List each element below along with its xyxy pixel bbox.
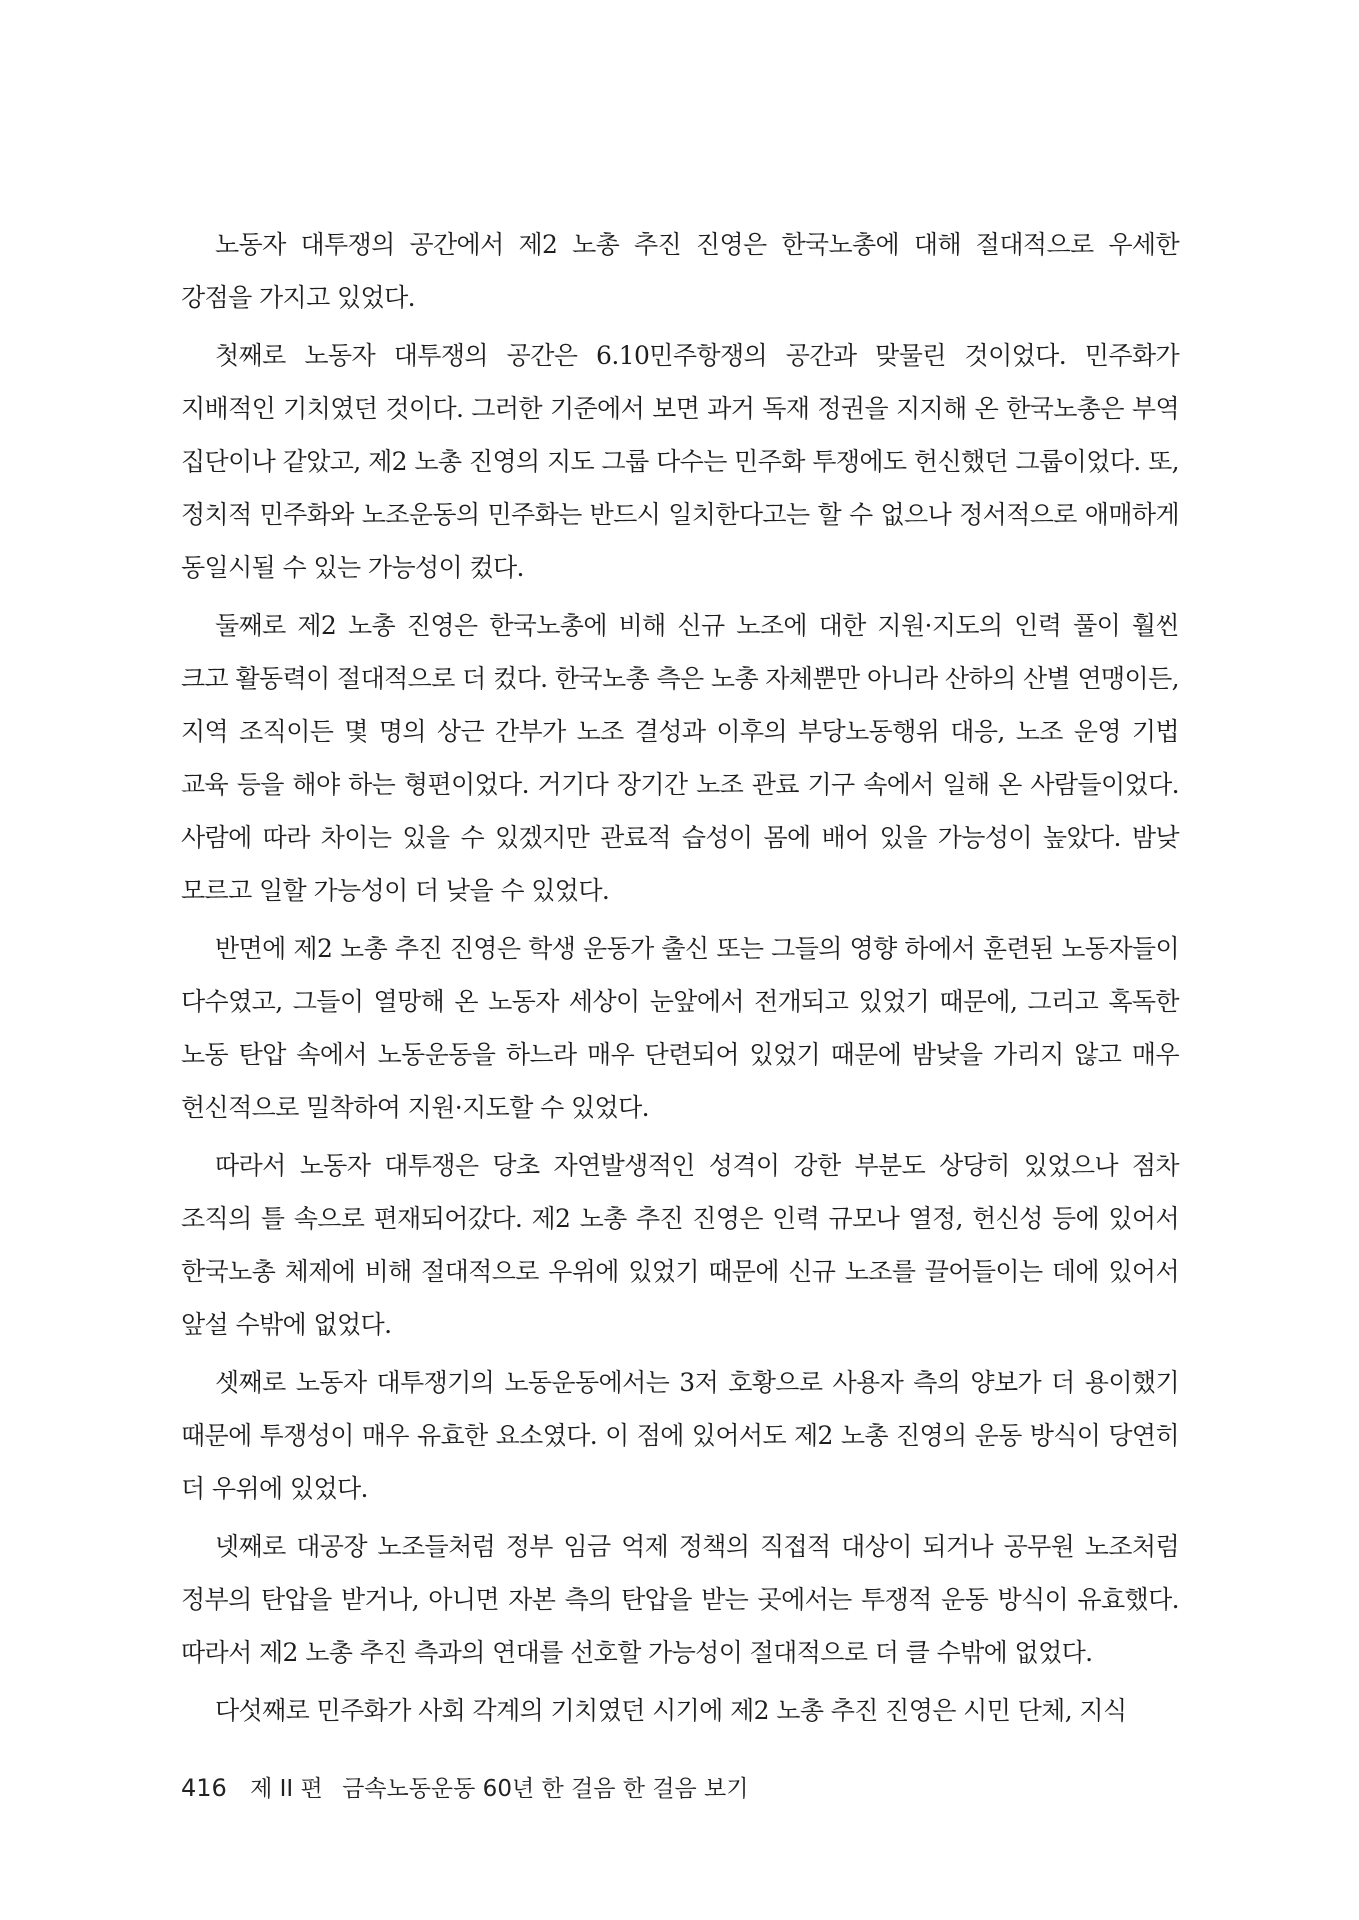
paragraph-7: 넷째로 대공장 노조들처럼 정부 임금 억제 정책의 직접적 대상이 되거나 공무원 노조처럼 정부의 탄압을 받거나, 아니면 자본 측의 탄압을 받는 곳에서는 투쟁적 운동 방식이 유효했다. 따라서 제2 노총 추진 측과의 연대를 선호할 가능성이 절대적으로 더 클 수밖에 없었다. xyxy=(181,1532,1179,1667)
paragraph-8: 다섯째로 민주화가 사회 각계의 기치였던 시기에 제2 노총 추진 진영은 시민 단체, 지식 xyxy=(215,1696,1127,1725)
paragraph-2: 첫째로 노동자 대투쟁의 공간은 6.10민주항쟁의 공간과 맞물린 것이었다. 민주화가 지배적인 기치였던 것이다. 그러한 기준에서 보면 과거 독재 정권을 지지해 온 한국노총은 부역 집단이나 같았고, 제2 노총 진영의 지도 그룹 다수는 민주화 투쟁에도 헌신했던 그룹이었다. 또, 정치적 민주화와 노조운동의 민주화는 반드시 일치한다고는 할 수 없으나 정서적으로 애매하게 동일시될 수 있는 가능성이 컸다. xyxy=(181,341,1179,582)
book-title: 금속노동운동 60년 한 걸음 한 걸음 보기 xyxy=(342,1776,749,1802)
paragraph-3: 둘째로 제2 노총 진영은 한국노총에 비해 신규 노조에 대한 지원·지도의 인력 풀이 훨씬 크고 활동력이 절대적으로 더 컸다. 한국노총 측은 노총 자체뿐만 아니라 산하의 산별 연맹이든, 지역 조직이든 몇 명의 상근 간부가 노조 결성과 이후의 부당노동행위 대응, 노조 운영 기법 교육 등을 해야 하는 형편이었다. 거기다 장기간 노조 관료 기구 속에서 일해 온 사람들이었다. 사람에 따라 차이는 있을 수 있겠지만 관료적 습성이 몸에 배어 있을 가능성이 높았다. 밤낮 모르고 일할 가능성이 더 낮을 수 있었다. xyxy=(181,611,1179,905)
page-footer xyxy=(181,1772,748,1805)
paragraph-4: 반면에 제2 노총 추진 진영은 학생 운동가 출신 또는 그들의 영향 하에서 훈련된 노동자들이 다수였고, 그들이 열망해 온 노동자 세상이 눈앞에서 전개되고 있었기 때문에, 그리고 혹독한 노동 탄압 속에서 노동운동을 하느라 매우 단련되어 있었기 때문에 밤낮을 가리지 않고 매우 헌신적으로 밀착하여 지원·지도할 수 있었다. xyxy=(181,934,1179,1122)
page-number: 416 xyxy=(181,1774,227,1802)
body-text xyxy=(181,218,1179,1742)
paragraph-1: 노동자 대투쟁의 공간에서 제2 노총 추진 진영은 한국노총에 대해 절대적으로 우세한 강점을 가지고 있었다. xyxy=(181,230,1179,312)
section-label: 제 II 편 xyxy=(250,1776,323,1802)
paragraph-6: 셋째로 노동자 대투쟁기의 노동운동에서는 3저 호황으로 사용자 측의 양보가 더 용이했기 때문에 투쟁성이 매우 유효한 요소였다. 이 점에 있어서도 제2 노총 진영의 운동 방식이 당연히 더 우위에 있었다. xyxy=(181,1368,1179,1503)
paragraph-5: 따라서 노동자 대투쟁은 당초 자연발생적인 성격이 강한 부분도 상당히 있었으나 점차 조직의 틀 속으로 편재되어갔다. 제2 노총 추진 진영은 인력 규모나 열정, 헌신성 등에 있어서 한국노총 체제에 비해 절대적으로 우위에 있었기 때문에 신규 노조를 끌어들이는 데에 있어서 앞설 수밖에 없었다. xyxy=(181,1151,1179,1339)
